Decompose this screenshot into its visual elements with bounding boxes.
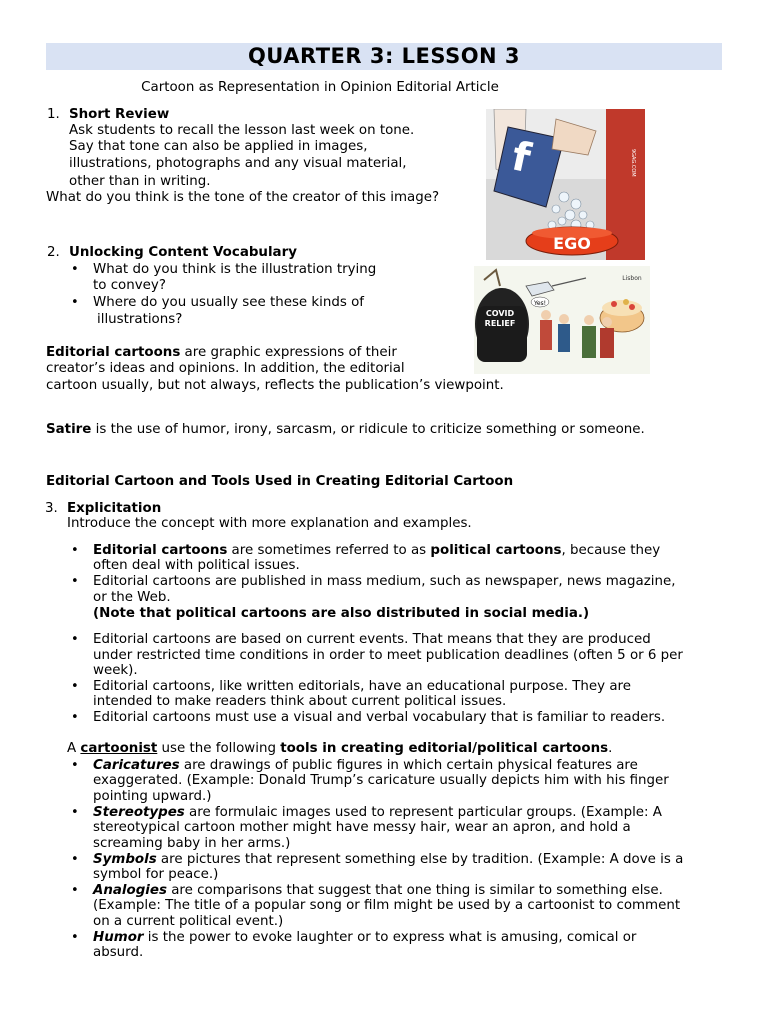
section1-question: What do you think is the tone of the creator of this image? <box>46 190 440 205</box>
section3-number: 3. <box>45 501 58 516</box>
editorial-cartoon-definition-line-1: Editorial cartoons are graphic expressions of their <box>46 345 397 360</box>
section2-bullet-2-cont: illustrations? <box>97 312 183 327</box>
tool-analogies: • Analogies are comparisons that suggest that one thing is similar to something else. <box>93 883 663 899</box>
section1-number: 1. <box>47 107 60 122</box>
tools-subheading: Editorial Cartoon and Tools Used in Creating Editorial Cartoon <box>46 474 514 489</box>
tool-symbols: • Symbols are pictures that represent something else by tradition. (Example: A dove is a <box>93 852 683 868</box>
explicitation-bullet-4-cont: intended to make readers think about current political issues. <box>93 694 507 709</box>
tool-analogies-cont-2: on a current political event.) <box>93 914 284 929</box>
svg-text:f: f <box>507 133 535 183</box>
section2-bullet-1-cont: to convey? <box>93 278 166 293</box>
ego-cartoon-image <box>486 109 645 260</box>
tool-caricatures: • Caricatures are drawings of public figures in which certain physical features are <box>93 758 638 774</box>
tool-stereotypes-cont-1: stereotypical cartoon mother might have messy hair, wear an apron, and hold a <box>93 820 631 835</box>
pot-label-2: RELIEF <box>484 319 516 328</box>
tools-intro: A cartoonist use the following tools in creating editorial/political cartoons. <box>67 741 613 756</box>
pot-label-1: COVID <box>485 309 515 318</box>
explicitation-bullet-5: • Editorial cartoons must use a visual and verbal vocabulary that is familiar to readers. <box>93 710 665 726</box>
section2-heading: Unlocking Content Vocabulary <box>69 245 297 260</box>
explicitation-bullet-1: • Editorial cartoons are sometimes referred to as political cartoons, because they <box>93 543 660 559</box>
speech-bubble-text: Yes! <box>533 300 547 307</box>
section1-line-1: Ask students to recall the lesson last week on tone. <box>69 123 415 138</box>
explicitation-social-media-note: (Note that political cartoons are also distributed in social media.) <box>93 606 590 621</box>
section3-intro: Introduce the concept with more explanation and examples. <box>67 516 472 531</box>
tool-stereotypes-cont-2: screaming baby in her arms.) <box>93 836 291 851</box>
tool-symbols-cont: symbol for peace.) <box>93 867 219 882</box>
section1-line-3: illustrations, photographs and any visual material, <box>69 156 407 171</box>
explicitation-bullet-4: • Editorial cartoons, like written editorials, have an educational purpose. They are <box>93 679 631 695</box>
section1-heading: Short Review <box>69 107 170 122</box>
explicitation-bullet-3: • Editorial cartoons are based on current events. That means that they are produced <box>93 632 651 648</box>
lesson-title: QUARTER 3: LESSON 3 <box>46 43 722 70</box>
image1-side-label: 9GAG.COM <box>630 149 636 177</box>
explicitation-bullet-2-cont: or the Web. <box>93 590 171 605</box>
section3-heading: Explicitation <box>67 501 162 516</box>
explicitation-bullet-3-cont-1: under restricted time conditions in order to meet publication deadlines (often 5 or 6 per <box>93 648 683 663</box>
lesson-subtitle: Cartoon as Representation in Opinion Editorial Article <box>141 80 499 95</box>
section1-line-2: Say that tone can also be applied in images, <box>69 139 368 154</box>
section2-bullet-2: • Where do you usually see these kinds of <box>93 295 364 311</box>
tool-stereotypes: • Stereotypes are formulaic images used to represent particular groups. (Example: A <box>93 805 662 821</box>
explicitation-bullet-3-cont-2: week). <box>93 663 138 678</box>
tool-humor-cont: absurd. <box>93 945 144 960</box>
explicitation-bullet-2: • Editorial cartoons are published in mass medium, such as newspaper, news magazine, <box>93 574 675 590</box>
section2-number: 2. <box>47 245 60 260</box>
editorial-cartoon-definition-line-2: creator’s ideas and opinions. In addition, the editorial <box>46 361 405 376</box>
covid-relief-cartoon-image <box>474 266 650 374</box>
tool-analogies-cont-1: (Example: The title of a popular song or film might be used by a cartoonist to comment <box>93 898 681 913</box>
tool-caricatures-cont-2: pointing upward.) <box>93 789 212 804</box>
explicitation-bullet-1-cont: often deal with political issues. <box>93 558 300 573</box>
section2-bullet-1: • What do you think is the illustration trying <box>93 262 376 278</box>
tool-humor: • Humor is the power to evoke laughter or to express what is amusing, comical or <box>93 930 636 946</box>
cartoon-signature: Lisbon <box>622 275 642 282</box>
editorial-cartoon-definition-line-3: cartoon usually, but not always, reflects the publication’s viewpoint. <box>46 378 504 393</box>
satire-definition: Satire is the use of humor, irony, sarcasm, or ridicule to criticize something or someone. <box>46 422 645 437</box>
ego-bowl-label: EGO <box>553 234 591 253</box>
section1-line-4: other than in writing. <box>69 174 211 189</box>
tool-caricatures-cont-1: exaggerated. (Example: Donald Trump’s caricature usually depicts him with his finger <box>93 773 669 788</box>
